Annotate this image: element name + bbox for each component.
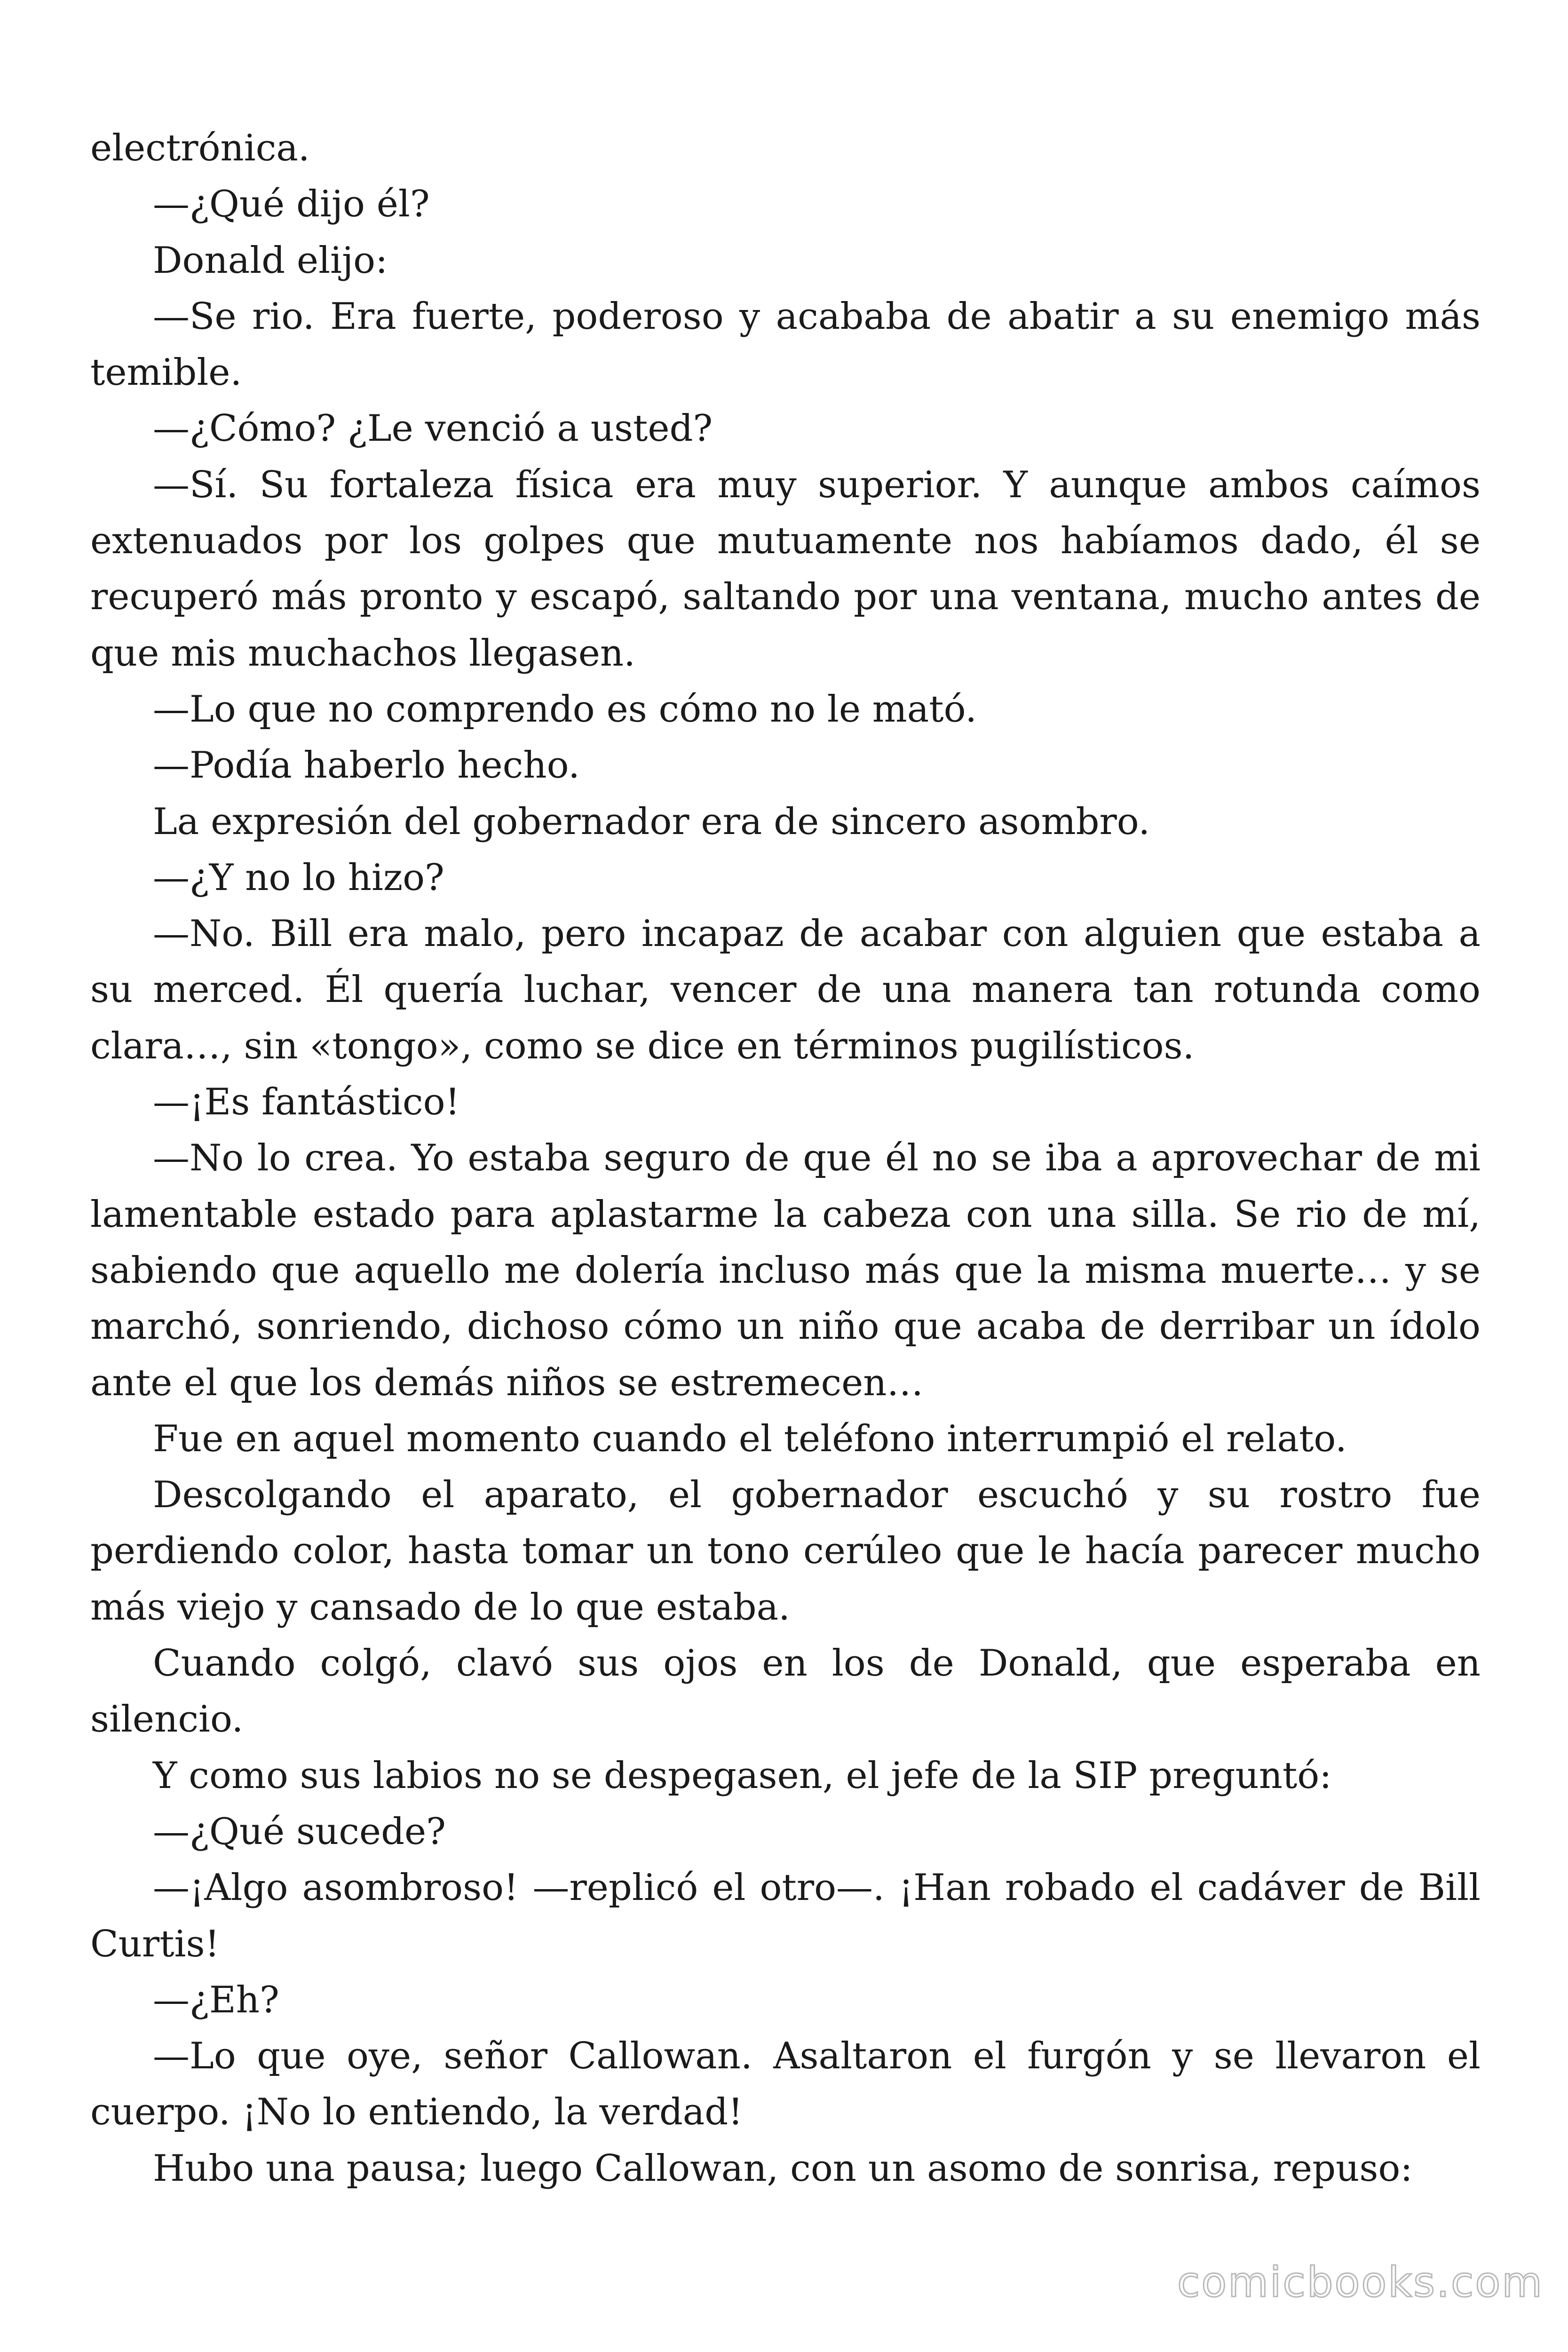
paragraph: —Lo que oye, señor Callowan. Asaltaron el furgón y se llevaron el cuerpo. ¡No lo entiendo, la verdad! (90, 2035, 1481, 2134)
paragraph: —Se rio. Era fuerte, poderoso y acababa de abatir a su enemigo más temible. (90, 295, 1481, 394)
paragraph: Descolgando el aparato, el gobernador escuchó y su rostro fue perdiendo color, hasta tomar un tono cerúleo que le hacía parecer mucho más viejo y cansado de lo que estaba. (90, 1474, 1481, 1629)
paragraph: —¿Y no lo hizo? (153, 856, 444, 899)
paragraph: —¿Eh? (153, 1979, 279, 2021)
paragraph: —¿Qué dijo él? (153, 183, 430, 226)
paragraph: —¿Cómo? ¿Le venció a usted? (153, 407, 713, 450)
paragraph: —Sí. Su fortaleza física era muy superior. Y aunque ambos caímos extenuados por los golpes que mutuamente nos habíamos dado, él se recuperó más pronto y escapó, saltando por una ventana, mucho antes de que mis muchachos llegasen. (90, 463, 1481, 675)
body-text (90, 120, 1481, 2197)
paragraph: —¡Es fantástico! (153, 1081, 460, 1124)
paragraph: electrónica. (90, 127, 310, 169)
watermark: comicbooks.com (1177, 2258, 1544, 2306)
paragraph: —No. Bill era malo, pero incapaz de acabar con alguien que estaba a su merced. Él quería luchar, vencer de una manera tan rotunda como clara…, sin «tongo», como se dice en términos pugilísticos. (90, 913, 1481, 1067)
paragraph: —¡Algo asombroso! —replicó el otro—. ¡Han robado el cadáver de Bill Curtis! (90, 1867, 1481, 1965)
paragraph: Hubo una pausa; luego Callowan, con un asomo de sonrisa, repuso: (153, 2147, 1413, 2190)
paragraph: Donald elijo: (153, 239, 388, 282)
paragraph: Y como sus labios no se despegasen, el jefe de la SIP preguntó: (153, 1754, 1332, 1797)
paragraph: Fue en aquel momento cuando el teléfono interrumpió el relato. (153, 1417, 1347, 1460)
paragraph: —No lo crea. Yo estaba seguro de que él no se iba a aprovechar de mi lamentable estado para aplastarme la cabeza con una silla. Se rio de mí, sabiendo que aquello me dolería incluso más que la misma muerte… y se marchó, sonriendo, dichoso cómo un niño que acaba de derribar un ídolo ante el que los demás niños se estremecen… (90, 1137, 1481, 1404)
paragraph: —Lo que no comprendo es cómo no le mató. (153, 688, 977, 731)
paragraph: —Podía haberlo hecho. (153, 744, 580, 787)
paragraph: —¿Qué sucede? (153, 1810, 446, 1853)
paragraph: La expresión del gobernador era de sincero asombro. (153, 800, 1150, 843)
paragraph: Cuando colgó, clavó sus ojos en los de Donald, que esperaba en silencio. (90, 1642, 1481, 1741)
